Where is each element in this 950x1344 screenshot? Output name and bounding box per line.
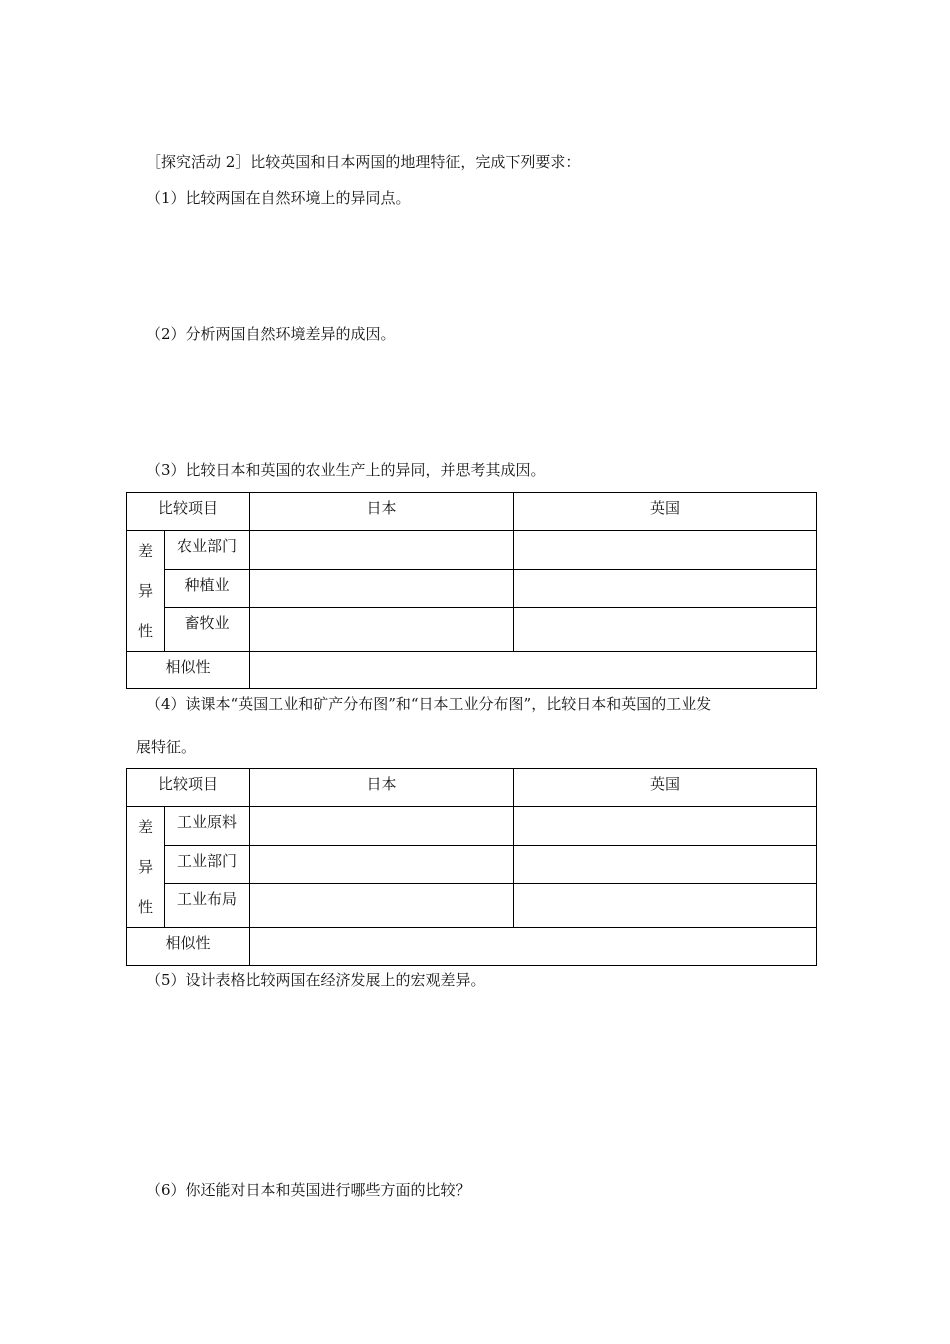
- table1-row-label: 畜牧业: [165, 608, 250, 652]
- table2-answer-cell[interactable]: [250, 807, 514, 846]
- table1-answer-cell[interactable]: [250, 608, 514, 652]
- table1-answer-cell[interactable]: [250, 570, 514, 608]
- table2-similarity-label: 相似性: [127, 928, 250, 966]
- table2-answer-cell[interactable]: [514, 807, 817, 846]
- table2-answer-cell[interactable]: [250, 846, 514, 884]
- table1-answer-cell[interactable]: [514, 531, 817, 570]
- table2-header-japan: 日本: [250, 769, 514, 807]
- table2-header-item: 比较项目: [127, 769, 250, 807]
- table2-header-uk: 英国: [514, 769, 817, 807]
- question-2: （2）分析两国自然环境差异的成因。: [146, 325, 396, 343]
- table1-header-item: 比较项目: [127, 493, 250, 531]
- table1-header-uk: 英国: [514, 493, 817, 531]
- question-1: （1）比较两国在自然环境上的异同点。: [146, 189, 411, 207]
- table1-row-label: 种植业: [165, 570, 250, 608]
- industry-comparison-table: [126, 768, 817, 966]
- table1-similarity-label: 相似性: [127, 652, 250, 689]
- table1-similarity-cell[interactable]: [250, 652, 817, 689]
- table1-answer-cell[interactable]: [514, 570, 817, 608]
- question-5: （5）设计表格比较两国在经济发展上的宏观差异。: [146, 971, 486, 989]
- table2-answer-cell[interactable]: [514, 884, 817, 928]
- table2-answer-cell[interactable]: [250, 884, 514, 928]
- agriculture-comparison-table: [126, 492, 817, 689]
- question-4-line-1: （4）读课本“英国工业和矿产分布图”和“日本工业分布图”，比较日本和英国的工业发: [146, 695, 712, 713]
- table2-answer-cell[interactable]: [514, 846, 817, 884]
- table1-header-japan: 日本: [250, 493, 514, 531]
- table1-row-label: 农业部门: [165, 531, 250, 570]
- table1-answer-cell[interactable]: [514, 608, 817, 652]
- table2-row-label: 工业部门: [165, 846, 250, 884]
- table2-similarity-cell[interactable]: [250, 928, 817, 966]
- question-6: （6）你还能对日本和英国进行哪些方面的比较？: [146, 1181, 471, 1199]
- table2-row-label: 工业原料: [165, 807, 250, 846]
- table1-answer-cell[interactable]: [250, 531, 514, 570]
- table2-row-label: 工业布局: [165, 884, 250, 928]
- intro-text: ［探究活动 2］比较英国和日本两国的地理特征，完成下列要求：: [146, 153, 581, 171]
- table1-difference-group: 差 异 性: [127, 531, 165, 652]
- question-3: （3）比较日本和英国的农业生产上的异同，并思考其成因。: [146, 461, 546, 479]
- table2-difference-group: 差 异 性: [127, 807, 165, 928]
- question-4-line-2: 展特征。: [136, 738, 197, 756]
